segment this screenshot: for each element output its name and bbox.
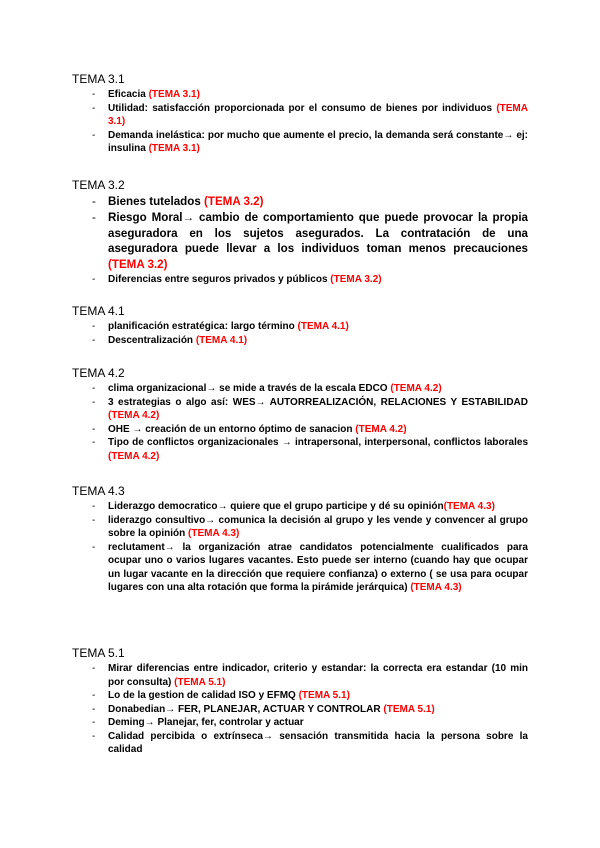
item-text: Descentralización (108, 334, 196, 346)
item-text: 3 estrategias o algo así: WES→ AUTORREALIZACIÓN, RELACIONES Y ESTABILIDAD (108, 396, 528, 408)
item-text: Lo de la gestion de calidad ISO y EFMQ (108, 690, 299, 701)
item-text: OHE → creación de un entorno óptimo de sanacion (108, 423, 356, 435)
item-list (72, 88, 528, 156)
list-item (72, 273, 528, 287)
list-item (72, 423, 528, 437)
item-text: Liderazgo democratico→ quiere que el grupo participe y dé su opinión (108, 501, 444, 512)
item-ref: (TEMA 4.1) (297, 321, 349, 332)
item-ref: (TEMA 4.3) (443, 501, 495, 512)
item-ref: (TEMA 5.1) (383, 703, 435, 715)
item-ref: (TEMA 5.1) (174, 676, 226, 688)
list-item (72, 500, 528, 514)
item-ref: (TEMA 3.2) (330, 273, 382, 285)
list-item (72, 662, 528, 689)
item-ref: (TEMA 5.1) (298, 690, 350, 701)
section-tema-4-3 (72, 484, 528, 595)
item-ref: (TEMA 4.1) (195, 334, 248, 346)
item-list (72, 500, 528, 595)
item-ref: (TEMA 3.2) (204, 195, 264, 208)
item-ref: (TEMA 3.2) (108, 258, 168, 272)
item-text: Mirar diferencias entre indicador, criterio y estandar: la correcta era estandar (10 min por consulta) (108, 663, 528, 688)
list-item (72, 730, 528, 757)
list-item (72, 194, 528, 210)
list-item (72, 514, 528, 541)
section-tema-4-1 (72, 304, 528, 347)
item-list (72, 662, 528, 757)
item-text: Calidad percibida o extrínseca→ sensación transmitida hacia la persona sobre la calidad (108, 730, 528, 755)
item-text: Riesgo Moral→ cambio de comportamiento que puede provocar la propia aseguradora en los sujetos asegurados. La contratación de una aseguradora puede llevar a los individuos toman menos precauciones (108, 210, 528, 256)
section-heading: TEMA 4.1 (72, 304, 125, 318)
item-list (72, 273, 528, 287)
section-tema-3-2 (72, 178, 528, 286)
section-heading: TEMA 5.1 (72, 646, 125, 660)
section-heading: TEMA 3.2 (72, 178, 125, 192)
item-text: Diferencias entre seguros privados y públicos (108, 273, 331, 285)
section-tema-4-2 (72, 366, 528, 463)
list-item (72, 436, 528, 463)
list-item (72, 334, 528, 348)
list-item (72, 382, 528, 396)
item-text: liderazgo consultivo→ comunica la decisión al grupo y les vende y convencer al grupo sobre la opinión (108, 514, 528, 539)
item-list (72, 382, 528, 463)
item-ref: (TEMA 3.1) (148, 89, 200, 100)
section-tema-3-1 (72, 72, 528, 156)
item-list (72, 320, 528, 347)
section-heading: TEMA 3.1 (72, 72, 125, 86)
item-text: Deming→ Planejar, fer, controlar y actuar (108, 717, 304, 728)
item-text: Donabedian→ FER, PLANEJAR, ACTUAR Y CONTROLAR (108, 703, 384, 715)
section-heading: TEMA 4.2 (72, 366, 125, 380)
item-text: Demanda inelástica: por mucho que aumente el precio, la demanda será constante→ ej: insulina (108, 129, 528, 154)
item-ref: (TEMA 4.2) (108, 410, 160, 421)
item-text: reclutament→ la organización atrae candidatos potencialmente cualificados para ocupar uno o varios lugares vacantes. Esto puede ser interno (cuando hay que ocupar un lugar vacante en la dirección que requiere confianza) o externo ( se usa para ocupar lugares con una alta rotación que forma la pirámide jerárquica) (108, 541, 528, 593)
item-list (72, 194, 528, 273)
item-ref: (TEMA 3.1) (148, 143, 200, 154)
item-text: Eficacia (108, 89, 149, 100)
list-item (72, 541, 528, 595)
item-text: Tipo de conflictos organizacionales → intrapersonal, interpersonal, conflictos laborales (108, 437, 528, 448)
list-item (72, 689, 528, 703)
section-tema-5-1 (72, 646, 528, 757)
list-item (72, 102, 528, 129)
list-item (72, 210, 528, 273)
item-ref: (TEMA 4.2) (108, 450, 160, 462)
list-item (72, 716, 528, 730)
item-text: Bienes tutelados (108, 195, 204, 208)
item-text: clima organizacional→ se mide a través de la escala EDCO (108, 383, 391, 394)
list-item (72, 396, 528, 423)
item-ref: (TEMA 4.2) (390, 383, 442, 394)
list-item (72, 703, 528, 717)
item-ref: (TEMA 3.1) (108, 102, 528, 127)
item-text: Utilidad: satisfacción proporcionada por el consumo de bienes por individuos (108, 102, 497, 114)
list-item (72, 320, 528, 334)
item-ref: (TEMA 4.3) (188, 528, 240, 539)
item-ref: (TEMA 4.3) (410, 582, 462, 593)
item-ref: (TEMA 4.2) (355, 423, 407, 435)
item-text: planificación estratégica: largo término (108, 321, 298, 332)
list-item (72, 88, 528, 102)
list-item (72, 129, 528, 156)
section-heading: TEMA 4.3 (72, 484, 125, 498)
